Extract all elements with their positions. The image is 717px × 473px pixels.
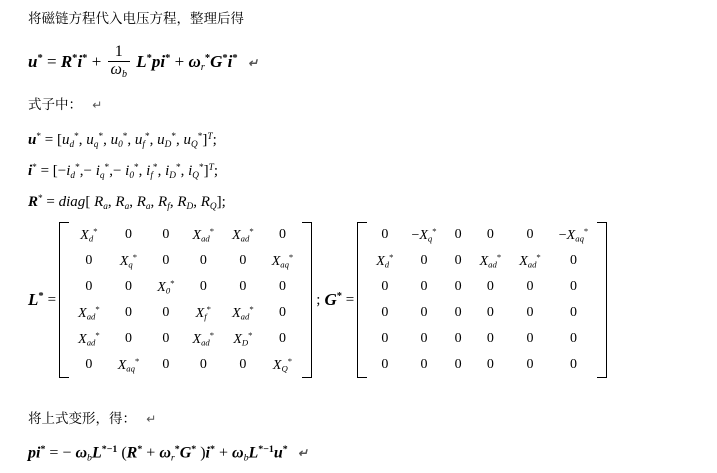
deform-paragraph xyxy=(28,410,156,429)
matrix-g-bracket-right xyxy=(597,222,607,378)
matrix-cell: 0 xyxy=(124,227,132,242)
matrix-cell: 0 xyxy=(162,305,170,320)
matrix-row xyxy=(69,274,302,300)
matrix-cell: 0 xyxy=(454,357,462,372)
matrix-cell: 0 xyxy=(526,227,534,242)
matrix-cell: $X_D^*$ xyxy=(233,330,253,348)
matrix-cell: 0 xyxy=(420,305,428,320)
matrix-row xyxy=(69,326,302,352)
matrix-l-bracket-right xyxy=(302,222,312,378)
matrix-cell: 0 xyxy=(124,279,132,294)
matrix-cell: 0 xyxy=(420,279,428,294)
matrix-cell: $X_{ad}^*$ xyxy=(519,252,541,270)
paragraph-mark: ↵ xyxy=(92,98,103,112)
paragraph-mark: ↵ xyxy=(247,56,258,71)
matrix-l xyxy=(69,222,302,378)
matrix-l-bracket-left xyxy=(59,222,69,378)
equation-i-vector: $i^* = [-i_d^*,- i_q^*,- i_0^*$, $i_f^*$, $i_D^*$, $i_Q^*]^T$; xyxy=(28,163,218,181)
matrix-row xyxy=(69,300,302,326)
matrix-cell: $X_0^*$ xyxy=(157,278,175,296)
matrix-cell: $X_Q^*$ xyxy=(272,356,293,374)
matrix-cell: $X_f^*$ xyxy=(195,304,211,322)
matrix-cell: 0 xyxy=(124,305,132,320)
equation-main xyxy=(28,45,258,81)
matrix-cell: 0 xyxy=(420,331,428,346)
matrix-row xyxy=(367,352,597,378)
matrix-row xyxy=(367,300,597,326)
matrix-cell: 0 xyxy=(454,253,462,268)
matrix-cell: 0 xyxy=(526,279,534,294)
matrix-cell: $-X_q^*$ xyxy=(411,226,437,244)
matrix-cell: $X_d^*$ xyxy=(376,252,394,270)
matrix-cell: 0 xyxy=(570,357,577,372)
deform-text: 将上式变形，得： xyxy=(28,411,136,427)
matrix-g-bracket-left xyxy=(357,222,367,378)
matrix-cell: 0 xyxy=(454,279,462,294)
matrix-cell: $X_{ad}^*$ xyxy=(192,330,215,348)
matrix-cell: 0 xyxy=(278,305,286,320)
matrix-cell: $X_{aq}^*$ xyxy=(117,356,140,374)
matrix-cell: 0 xyxy=(85,253,93,268)
matrix-row xyxy=(69,248,302,274)
paragraph-mark: ↵ xyxy=(297,446,308,461)
matrix-cell: 0 xyxy=(486,279,494,294)
matrix-cell: $X_q^*$ xyxy=(119,252,138,270)
matrix-cell: 0 xyxy=(199,279,207,294)
matrix-cell: 0 xyxy=(454,331,462,346)
matrix-separator: ; xyxy=(316,291,321,308)
matrix-g xyxy=(367,222,597,378)
matrix-row xyxy=(367,248,597,274)
matrix-cell: 0 xyxy=(526,357,534,372)
matrix-block xyxy=(28,222,607,378)
matrix-cell: 0 xyxy=(162,331,170,346)
matrix-cell: 0 xyxy=(381,305,389,320)
matrix-l-label: L* xyxy=(28,290,44,309)
matrix-cell: $X_d^*$ xyxy=(80,226,98,244)
matrix-cell: 0 xyxy=(486,357,494,372)
matrix-cell: 0 xyxy=(278,227,286,242)
matrix-cell: 0 xyxy=(381,331,389,346)
paragraph-mark: ↵ xyxy=(146,412,157,426)
matrix-cell: 0 xyxy=(486,227,494,242)
matrix-cell: 0 xyxy=(278,331,286,346)
matrix-cell: $X_{ad}^*$ xyxy=(232,304,254,322)
matrix-cell: 0 xyxy=(570,279,577,294)
matrix-cell: 0 xyxy=(162,253,170,268)
matrix-cell: 0 xyxy=(199,357,207,372)
matrix-cell: 0 xyxy=(526,331,534,346)
matrix-cell: $X_{ad}^*$ xyxy=(78,304,100,322)
equation-r-matrix: R* = diag[ $R_a$, $R_a$, $R_a$, $R_f$, $R_D$, $R_Q$]; xyxy=(28,194,226,212)
matrix-cell: $X_{ad}^*$ xyxy=(479,252,502,270)
matrix-cell: 0 xyxy=(454,227,462,242)
matrix-cell: $X_{ad}^*$ xyxy=(232,226,254,244)
equation-main-content: u* = R*i* + $\frac{1}{\omega_b}$ $L^*pi^* + \omega_r^*G^*i^*$ xyxy=(28,43,238,80)
matrix-row xyxy=(367,222,597,248)
matrix-cell: $X_{ad}^*$ xyxy=(192,226,215,244)
matrix-cell: 0 xyxy=(570,331,577,346)
where-paragraph xyxy=(28,96,102,115)
matrix-cell: 0 xyxy=(239,279,247,294)
matrix-cell: $-X_{aq}^*$ xyxy=(558,226,589,244)
matrix-cell: 0 xyxy=(85,357,93,372)
matrix-g-label: G* xyxy=(324,290,342,309)
matrix-cell: 0 xyxy=(239,253,247,268)
matrix-cell: 0 xyxy=(486,331,494,346)
matrix-l-equals: = xyxy=(47,291,57,308)
matrix-cell: 0 xyxy=(124,331,132,346)
matrix-cell: 0 xyxy=(199,253,207,268)
equation-u-vector: $u^* = [u_d^*$, $u_q^*$, $u_0^*$, $u_f^*$, $u_D^*$, $u_Q^*]^T$; xyxy=(28,132,217,150)
matrix-cell: 0 xyxy=(381,227,389,242)
equation-pi: pi* = − $\omega_bL^{*-1}$ ($R^* + \omega_r^*G^*$ )$i^* + \omega_bL^{*-1}u^*$ ↵ xyxy=(28,444,308,464)
matrix-cell: 0 xyxy=(381,279,389,294)
intro-paragraph xyxy=(28,10,244,29)
matrix-row xyxy=(367,274,597,300)
matrix-cell: 0 xyxy=(162,227,170,242)
matrix-g-equals: = xyxy=(341,291,355,308)
matrix-cell: 0 xyxy=(239,357,247,372)
matrix-cell: 0 xyxy=(486,305,494,320)
where-text: 式子中： xyxy=(28,97,82,113)
intro-text: 将磁链方程代入电压方程，整理后得 xyxy=(28,11,244,27)
matrix-cell: $X_{ad}^*$ xyxy=(78,330,100,348)
matrix-cell: 0 xyxy=(570,305,577,320)
matrix-cell: $X_{aq}^*$ xyxy=(271,252,294,270)
matrix-cell: 0 xyxy=(85,279,93,294)
matrix-cell: 0 xyxy=(454,305,462,320)
matrix-cell: 0 xyxy=(162,357,170,372)
matrix-cell: 0 xyxy=(278,279,286,294)
matrix-cell: 0 xyxy=(420,253,428,268)
matrix-row xyxy=(69,222,302,248)
matrix-cell: 0 xyxy=(526,305,534,320)
matrix-cell: 0 xyxy=(381,357,389,372)
matrix-cell: 0 xyxy=(420,357,428,372)
matrix-cell: 0 xyxy=(570,253,577,268)
matrix-row xyxy=(367,326,597,352)
matrix-row xyxy=(69,352,302,378)
